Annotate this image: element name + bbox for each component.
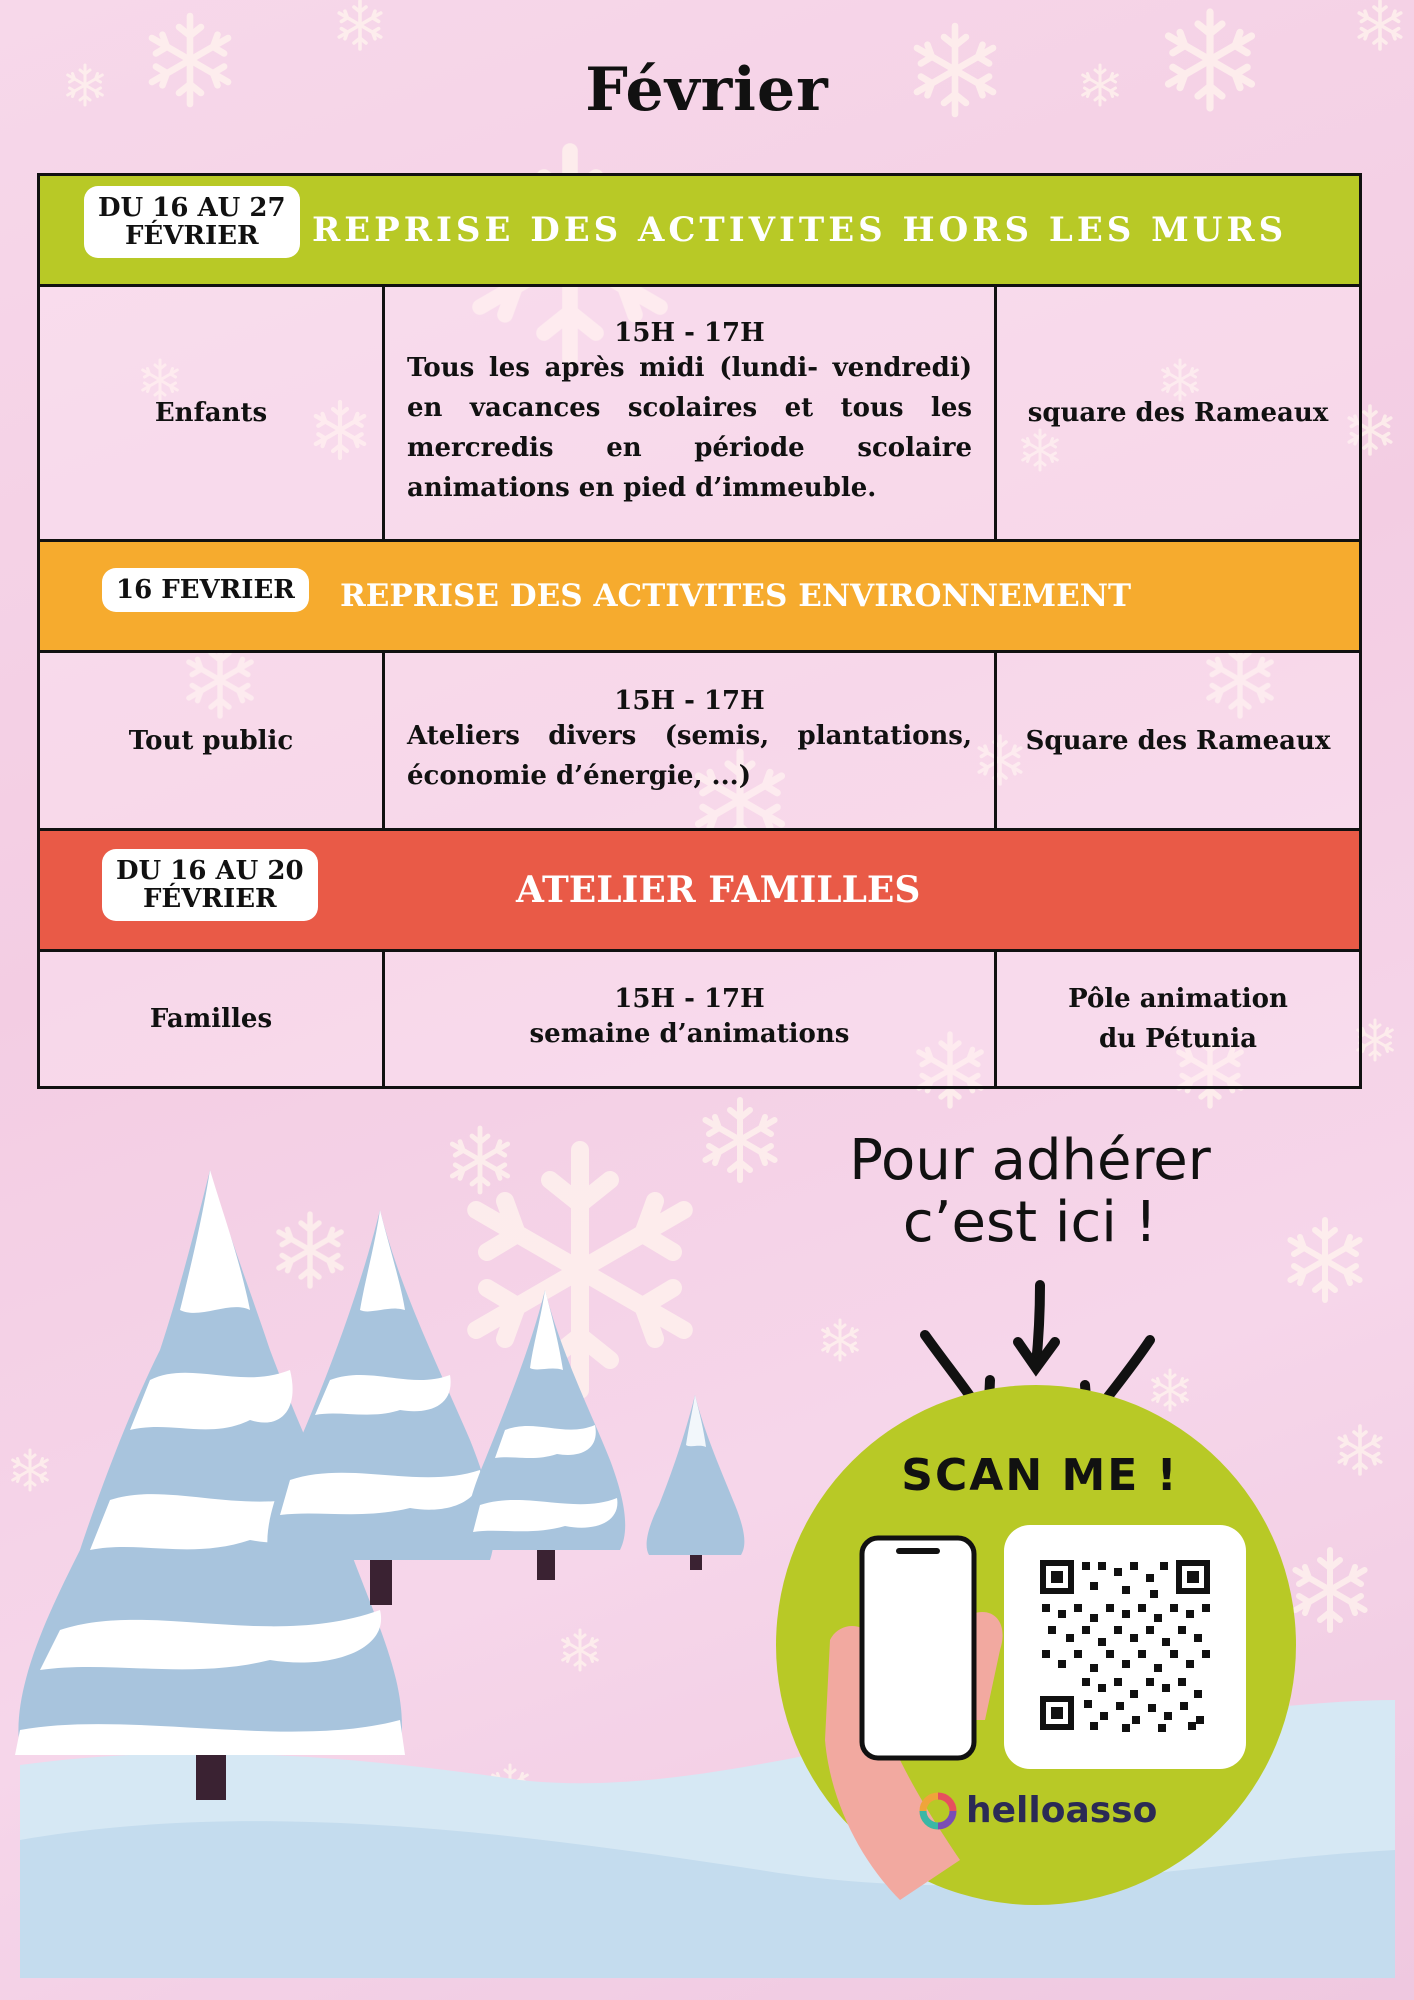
time-label: 15H - 17H: [614, 685, 765, 716]
section-title: REPRISE DES ACTIVITES HORS LES MURS: [312, 210, 1288, 250]
location-cell: square des Rameaux: [996, 286, 1361, 541]
snowflake-icon: [1359, 1, 1401, 49]
helloasso-brand: helloasso: [918, 1790, 1157, 1831]
audience-cell: Tout public: [39, 652, 384, 830]
description-text: Tous les après midi (lundi- vendredi) en vacances scolaires et tous les mercredis en période scolaire animations en pied d’immeuble.: [407, 353, 972, 503]
section-header: [39, 175, 1361, 286]
scan-me-label: SCAN ME !: [901, 1450, 1179, 1501]
snowflake-icon: [1339, 1426, 1381, 1474]
description-cell: [384, 652, 996, 830]
snowflake-icon: [339, 1, 381, 49]
snowflake-icon: [279, 1214, 341, 1286]
location-cell: Pôle animation du Pétunia: [996, 951, 1361, 1088]
date-badge: DU 16 AU 27 FÉVRIER: [84, 186, 300, 258]
snowflake-icon: [452, 1128, 507, 1192]
snowflake-icon: [823, 1320, 858, 1360]
description-cell: [384, 951, 996, 1088]
snowflake-icon: [13, 1450, 48, 1490]
description-cell: [384, 286, 996, 541]
section-header: [39, 830, 1361, 951]
time-label: 15H - 17H: [614, 984, 765, 1014]
date-badge: 16 FEVRIER: [102, 568, 309, 612]
snowflake-icon: [1153, 1370, 1188, 1410]
qr-code-icon: [1004, 1525, 1246, 1769]
snowflake-icon: [1358, 1020, 1393, 1060]
winter-trees: [15, 1170, 744, 1800]
table-row: [39, 286, 1361, 541]
section-title: ATELIER FAMILLES: [516, 869, 921, 911]
section-title: REPRISE DES ACTIVITES ENVIRONNEMENT: [340, 578, 1132, 614]
snowflake-icon: [1290, 1220, 1359, 1300]
snowflake-icon: [1295, 1550, 1364, 1630]
audience-cell: Enfants: [39, 286, 384, 541]
section-header: [39, 541, 1361, 652]
helloasso-logo-icon: [918, 1791, 958, 1831]
date-badge: DU 16 AU 20 FÉVRIER: [102, 849, 318, 921]
description-text: semaine d’animations: [529, 1019, 850, 1049]
page-title: Février: [585, 55, 829, 125]
schedule-table: [37, 173, 1362, 1089]
membership-callout: Pour adhérer c’est ici !: [849, 1128, 1211, 1255]
audience-cell: Familles: [39, 951, 384, 1088]
snowflake-icon: [476, 1150, 684, 1390]
location-cell: Square des Rameaux: [996, 652, 1361, 830]
time-label: 15H - 17H: [614, 318, 765, 348]
description-text: Ateliers divers (semis, plantations, économie d’énergie, ...): [407, 720, 972, 791]
table-row: [39, 652, 1361, 830]
snowflake-icon: [563, 1630, 598, 1670]
table-row: [39, 951, 1361, 1088]
